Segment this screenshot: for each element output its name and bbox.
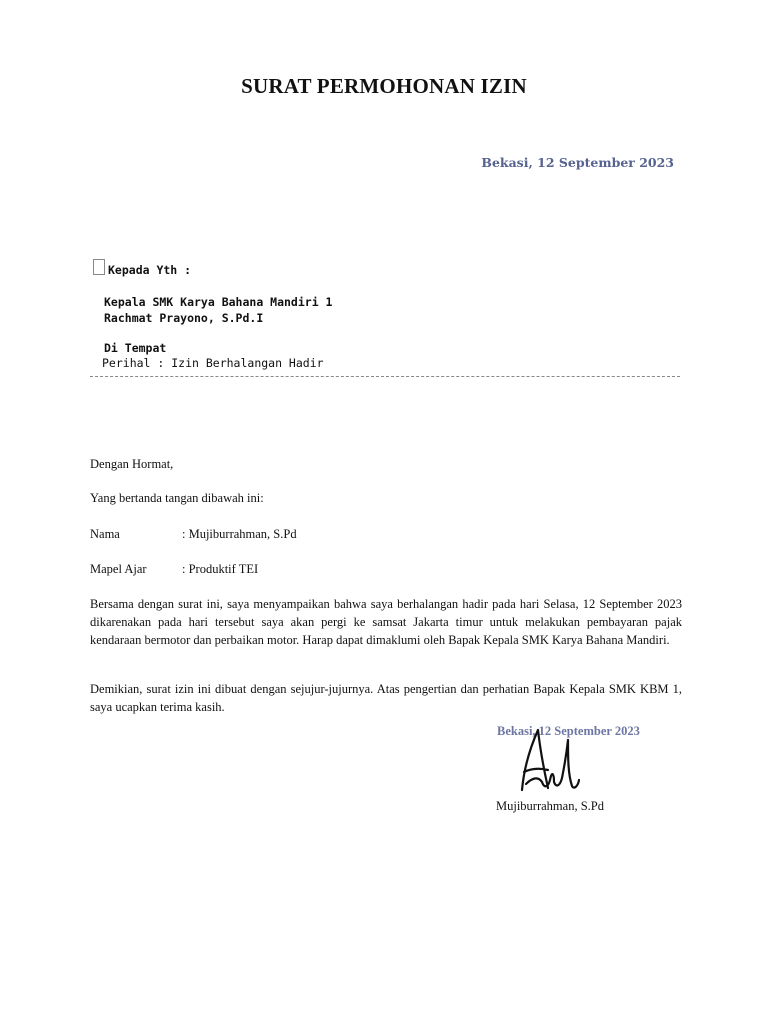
signer-name: Mujiburrahman, S.Pd	[496, 799, 604, 813]
salutation: Dengan Hormat,	[90, 457, 174, 471]
recipient-block	[104, 294, 332, 326]
perihal: Perihal : Izin Berhalangan Hadir	[102, 356, 324, 370]
nama-label: Nama	[90, 527, 120, 541]
letter-title: SURAT PERMOHONAN IZIN	[241, 74, 527, 98]
mapel-value: : Produktif TEI	[182, 562, 259, 576]
body-paragraph-2: Demikian, surat izin ini dibuat dengan sejujur-jujurnya. Atas pengertian dan perhatian Bapak Kepala SMK KBM 1, saya ucapkan terima kasih.	[90, 682, 682, 714]
divider	[90, 376, 680, 377]
signature-icon	[518, 728, 580, 798]
recipient-name: Rachmat Prayono, S.Pd.I	[104, 311, 264, 325]
mapel-label: Mapel Ajar	[90, 562, 147, 576]
body-paragraph-1: Bersama dengan surat ini, saya menyampaikan bahwa saya berhalangan hadir pada hari Selasa, 12 September 2023 dikarenakan pada hari tersebut saya akan pergi ke samsat Jakarta timur untuk melakukan pembayaran pajak kendaraan bermotor dan perbaikan motor. Harap dapat dimaklumi oleh Bapak Kepala SMK Karya Bahana Mandiri.	[90, 597, 682, 647]
di-tempat: Di Tempat	[104, 341, 167, 355]
recipient-title: Kepala SMK Karya Bahana Mandiri 1	[104, 295, 333, 309]
date-top: Bekasi, 12 September 2023	[481, 155, 674, 170]
nama-value: : Mujiburrahman, S.Pd	[182, 527, 297, 541]
kepada-label: Kepada Yth :	[108, 263, 192, 277]
intro-text: Yang bertanda tangan dibawah ini:	[90, 491, 264, 505]
checkbox-icon	[93, 259, 105, 275]
signature-date: Bekasi, 12 September 2023	[497, 724, 640, 738]
